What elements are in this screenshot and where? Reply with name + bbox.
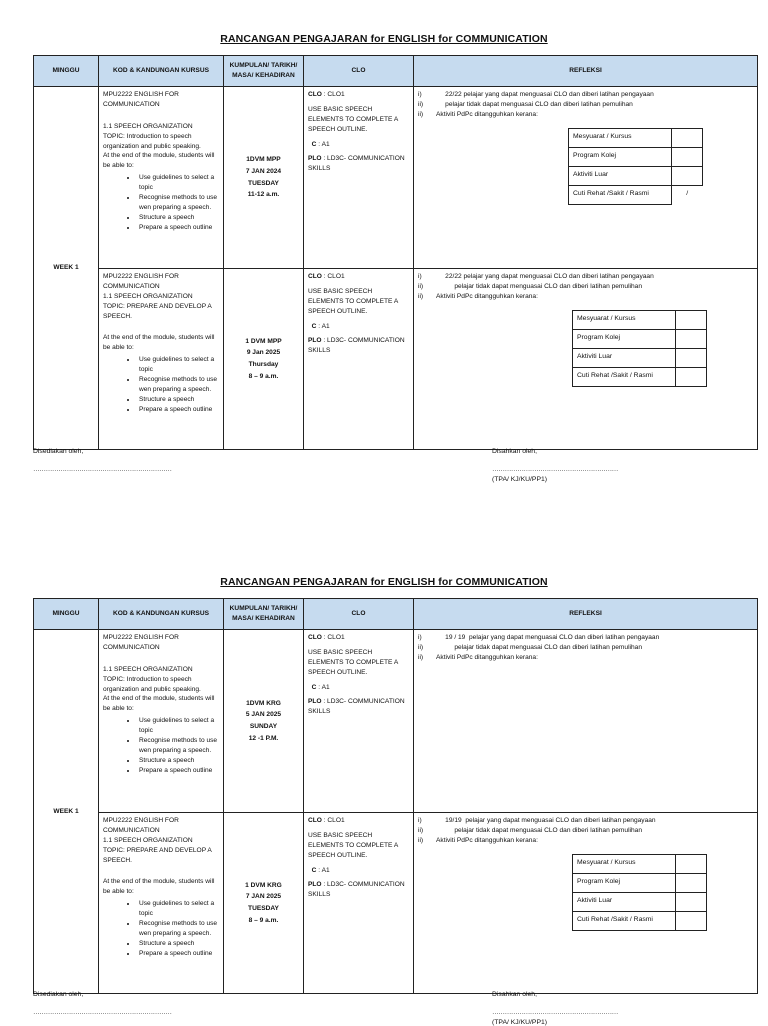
reflection-number: ii) bbox=[418, 110, 424, 118]
postponement-reasons-table bbox=[568, 128, 703, 205]
reason-label: Program Kolej bbox=[573, 873, 676, 892]
reflection-text: 22/22 pelajar yang dapat menguasai CLO dan diberi latihan pengayaan bbox=[436, 91, 654, 98]
reason-checkbox[interactable] bbox=[676, 348, 707, 367]
c-value: : A1 bbox=[316, 322, 330, 330]
clo-cell bbox=[304, 630, 414, 813]
header-minggu: MINGGU bbox=[34, 56, 99, 87]
reason-label: Aktiviti Luar bbox=[573, 892, 676, 911]
course-content-cell bbox=[99, 87, 224, 269]
reflection-cell bbox=[414, 269, 758, 450]
reason-label: Cuti Rehat /Sakit / Rasmi bbox=[573, 911, 676, 930]
reflection-number: ii) bbox=[418, 836, 424, 844]
clo-cell bbox=[304, 269, 414, 450]
course-content-cell bbox=[99, 813, 224, 994]
reflection-cell bbox=[414, 813, 758, 994]
reflection-text: Aktiviti PdPc ditangguhkan kerana: bbox=[436, 653, 538, 661]
class-time: 8 – 9 a.m. bbox=[248, 372, 279, 380]
reflection-number: ii) bbox=[418, 653, 424, 661]
section-title: 1.1 SPEECH ORGANIZATION bbox=[103, 665, 193, 673]
objectives-list bbox=[103, 899, 219, 958]
plo-value: : LD3C- COMMUNICATION SKILLS bbox=[308, 155, 405, 173]
section-title: 1.1 SPEECH ORGANIZATION bbox=[103, 122, 193, 130]
plo-value: : LD3C- COMMUNICATION SKILLS bbox=[308, 698, 405, 716]
reason-label: Cuti Rehat /Sakit / Rasmi bbox=[573, 367, 676, 386]
table-header-row bbox=[34, 56, 758, 87]
table-row bbox=[573, 892, 707, 911]
reflection-number: i) bbox=[418, 273, 422, 280]
clo-label: CLO bbox=[308, 273, 322, 280]
topic-text: TOPIC: Introduction to speech organization and public speaking. bbox=[103, 675, 201, 693]
list-item: • Prepare a speech outline bbox=[137, 405, 219, 415]
reflection-text: Aktiviti PdPc ditangguhkan kerana: bbox=[436, 110, 538, 118]
objectives-intro: At the end of the module, students will be able to: bbox=[103, 152, 215, 170]
objectives-list bbox=[103, 355, 219, 414]
lesson-plan-table bbox=[33, 55, 758, 450]
reflection-text: pelajar tidak dapat menguasai CLO dan diberi latihan pemulihan bbox=[436, 643, 642, 651]
reflection-line bbox=[418, 653, 753, 663]
reason-label: Program Kolej bbox=[573, 329, 676, 348]
approved-signature-line: …………………………………………………… bbox=[492, 466, 618, 473]
clo-description: USE BASIC SPEECH ELEMENTS TO COMPLETE A SPEECH OUTLINE. bbox=[308, 287, 398, 315]
reason-label: Mesyuarat / Kursus bbox=[569, 128, 672, 147]
class-date: 7 JAN 2025 bbox=[245, 893, 282, 901]
class-date: 9 Jan 2025 bbox=[246, 349, 281, 357]
reason-checkbox[interactable] bbox=[676, 873, 707, 892]
prepared-by-label: Disediakan oleh, bbox=[33, 991, 84, 998]
list-item: • Use guidelines to select a topic bbox=[137, 899, 219, 919]
reason-checkbox[interactable] bbox=[676, 892, 707, 911]
reflection-line bbox=[418, 272, 753, 282]
lesson-plan-table bbox=[33, 598, 758, 994]
approver-title: (TPA/ KJ/KU/PP1) bbox=[492, 476, 548, 483]
plo-label: PLO bbox=[308, 337, 322, 345]
approved-by-label: Disahkan oleh, bbox=[492, 448, 537, 455]
reason-label: Mesyuarat / Kursus bbox=[573, 854, 676, 873]
table-row bbox=[34, 269, 758, 450]
clo-cell bbox=[304, 87, 414, 269]
c-value: : A1 bbox=[316, 140, 330, 148]
class-day: TUESDAY bbox=[248, 905, 279, 912]
objectives-intro: At the end of the module, students will be able to: bbox=[103, 695, 215, 713]
plo-value: : LD3C- COMMUNICATION SKILLS bbox=[308, 337, 405, 355]
table-row bbox=[573, 310, 707, 329]
clo-description: USE BASIC SPEECH ELEMENTS TO COMPLETE A SPEECH OUTLINE. bbox=[308, 648, 398, 676]
reflection-text: Aktiviti PdPc ditangguhkan kerana: bbox=[436, 836, 538, 844]
table-row bbox=[573, 329, 707, 348]
section-title: 1.1 SPEECH ORGANIZATION bbox=[103, 836, 193, 844]
reflection-number: ii) bbox=[418, 826, 424, 834]
header-kod-kandungan: KOD & KANDUNGAN KURSUS bbox=[99, 599, 224, 630]
table-row bbox=[569, 128, 703, 147]
header-kumpulan: KUMPULAN/ TARIKH/ MASA/ KEHADIRAN bbox=[224, 56, 304, 87]
clo-label: CLO bbox=[308, 817, 322, 824]
course-content-cell bbox=[99, 630, 224, 813]
clo-description: USE BASIC SPEECH ELEMENTS TO COMPLETE A SPEECH OUTLINE. bbox=[308, 831, 398, 859]
clo-value: : CLO1 bbox=[321, 634, 345, 641]
list-item: • Structure a speech bbox=[137, 756, 219, 766]
reflection-number: i) bbox=[418, 634, 422, 641]
c-label: C bbox=[311, 140, 317, 148]
page-title: RANCANGAN PENGAJARAN for ENGLISH for COMMUNICATION bbox=[220, 576, 548, 588]
header-minggu: MINGGU bbox=[34, 599, 99, 630]
group-date-cell bbox=[224, 813, 304, 994]
table-row bbox=[573, 348, 707, 367]
reflection-number: i) bbox=[418, 817, 422, 824]
class-day: TUESDAY bbox=[248, 179, 279, 187]
class-date: 7 JAN 2024 bbox=[245, 167, 282, 175]
postponement-reasons-table bbox=[572, 310, 707, 387]
table-row bbox=[569, 185, 703, 204]
reason-checkbox[interactable] bbox=[676, 367, 707, 386]
clo-value: : CLO1 bbox=[321, 273, 345, 280]
reason-checkbox[interactable]: / bbox=[686, 189, 689, 197]
clo-label: CLO bbox=[308, 91, 322, 98]
header-clo: CLO bbox=[304, 56, 414, 87]
prepared-by-label: Disediakan oleh, bbox=[33, 448, 84, 455]
reflection-number: ii) bbox=[418, 643, 424, 651]
week-cell: WEEK 1 bbox=[34, 87, 99, 450]
reason-checkbox[interactable] bbox=[672, 166, 703, 185]
list-item: • Recognise methods to use wen preparing a speech. bbox=[137, 193, 219, 213]
c-value: : A1 bbox=[316, 866, 330, 874]
section-title: 1.1 SPEECH ORGANIZATION bbox=[103, 292, 193, 300]
reflection-line bbox=[418, 292, 753, 302]
group-date-cell bbox=[224, 630, 304, 813]
reflection-text: 19 / 19 pelajar yang dapat menguasai CLO dan diberi latihan pengayaan bbox=[436, 634, 660, 641]
clo-value: : CLO1 bbox=[321, 91, 345, 98]
reflection-text: Aktiviti PdPc ditangguhkan kerana: bbox=[436, 292, 538, 300]
clo-cell bbox=[304, 813, 414, 994]
clo-description: USE BASIC SPEECH ELEMENTS TO COMPLETE A SPEECH OUTLINE. bbox=[308, 105, 398, 133]
reason-label: Program Kolej bbox=[569, 147, 672, 166]
course-code: MPU2222 ENGLISH FOR COMMUNICATION bbox=[103, 273, 179, 290]
reason-checkbox[interactable] bbox=[676, 854, 707, 873]
reflection-line bbox=[418, 90, 753, 100]
objectives-intro: At the end of the module, students will be able to: bbox=[103, 334, 215, 352]
table-header-row bbox=[34, 599, 758, 630]
c-value: : A1 bbox=[316, 683, 330, 691]
reflection-line bbox=[418, 816, 753, 826]
approver-title: (TPA/ KJ/KU/PP1) bbox=[492, 1019, 548, 1026]
reflection-text: pelajar tidak dapat menguasai CLO dan diberi latihan pemulihan bbox=[436, 282, 642, 290]
reflection-line bbox=[418, 100, 753, 110]
class-day: SUNDAY bbox=[249, 723, 278, 730]
table-row bbox=[569, 166, 703, 185]
page-title: RANCANGAN PENGAJARAN for ENGLISH for COMMUNICATION bbox=[220, 33, 548, 45]
reflection-number: ii) bbox=[418, 100, 424, 108]
reflection-text: 19/19 pelajar yang dapat menguasai CLO dan diberi latihan pengayaan bbox=[436, 817, 656, 824]
reflection-line bbox=[418, 633, 753, 643]
header-kod-kandungan: KOD & KANDUNGAN KURSUS bbox=[99, 56, 224, 87]
group-name: 1 DVM MPP bbox=[245, 337, 282, 345]
reflection-cell bbox=[414, 630, 758, 813]
prepared-signature-line: ………………………………………………………… bbox=[33, 466, 172, 473]
table-row bbox=[573, 911, 707, 930]
reflection-text: pelajar tidak dapat menguasai CLO dan diberi latihan pemulihan bbox=[436, 100, 633, 108]
reflection-line bbox=[418, 282, 753, 292]
reflection-cell bbox=[414, 87, 758, 269]
c-label: C bbox=[311, 683, 317, 691]
reflection-text: 22/22 pelajar yang dapat menguasai CLO dan diberi latihan pengayaan bbox=[436, 273, 654, 280]
plo-label: PLO bbox=[308, 155, 322, 163]
reason-label: Cuti Rehat /Sakit / Rasmi bbox=[569, 185, 672, 204]
table-row bbox=[573, 367, 707, 386]
header-kumpulan: KUMPULAN/ TARIKH/ MASA/ KEHADIRAN bbox=[224, 599, 304, 630]
header-refleksi: REFLEKSI bbox=[414, 599, 758, 630]
approved-signature-line: …………………………………………………… bbox=[492, 1009, 618, 1016]
table-row bbox=[34, 813, 758, 994]
clo-value: : CLO1 bbox=[321, 817, 345, 824]
reflection-line bbox=[418, 826, 753, 836]
class-date: 5 JAN 2025 bbox=[245, 711, 282, 719]
group-name: 1 DVM KRG bbox=[245, 881, 282, 889]
c-label: C bbox=[311, 322, 317, 330]
topic-text: TOPIC: Introduction to speech organization and public speaking. bbox=[103, 132, 201, 150]
topic-text: TOPIC: PREPARE AND DEVELOP A SPEECH. bbox=[103, 846, 212, 864]
reflection-text: pelajar tidak dapat menguasai CLO dan diberi latihan pemulihan bbox=[436, 826, 642, 834]
group-name: 1DVM MPP bbox=[246, 156, 281, 164]
header-clo: CLO bbox=[304, 599, 414, 630]
reason-label: Mesyuarat / Kursus bbox=[573, 310, 676, 329]
class-day: Thursday bbox=[248, 361, 279, 368]
reason-checkbox[interactable] bbox=[676, 329, 707, 348]
class-time: 11-12 a.m. bbox=[247, 191, 280, 199]
reason-checkbox[interactable] bbox=[676, 310, 707, 329]
course-code: MPU2222 ENGLISH FOR COMMUNICATION bbox=[103, 817, 179, 834]
list-item: • Recognise methods to use wen preparing a speech. bbox=[137, 375, 219, 395]
table-row bbox=[569, 147, 703, 166]
reflection-number: i) bbox=[418, 91, 422, 98]
list-item: • Recognise methods to use wen preparing a speech. bbox=[137, 919, 219, 939]
group-date-cell bbox=[224, 87, 304, 269]
objectives-list bbox=[103, 173, 219, 232]
course-code: MPU2222 ENGLISH FOR COMMUNICATION bbox=[103, 634, 179, 651]
list-item: • Structure a speech bbox=[137, 395, 219, 405]
clo-label: CLO bbox=[308, 634, 322, 641]
reason-checkbox[interactable] bbox=[672, 128, 703, 147]
reflection-line bbox=[418, 836, 753, 846]
table-row bbox=[34, 630, 758, 813]
plo-value: : LD3C- COMMUNICATION SKILLS bbox=[308, 881, 405, 899]
list-item: • Structure a speech bbox=[137, 213, 219, 223]
reason-checkbox[interactable] bbox=[676, 911, 707, 930]
class-time: 12 -1 P.M. bbox=[248, 734, 279, 742]
reason-label: Aktiviti Luar bbox=[573, 348, 676, 367]
reflection-line bbox=[418, 110, 753, 120]
header-refleksi: REFLEKSI bbox=[414, 56, 758, 87]
list-item: • Prepare a speech outline bbox=[137, 949, 219, 959]
reason-label: Aktiviti Luar bbox=[569, 166, 672, 185]
plo-label: PLO bbox=[308, 698, 322, 706]
group-date-cell bbox=[224, 269, 304, 450]
week-cell: WEEK 1 bbox=[34, 630, 99, 994]
prepared-signature-line: ………………………………………………………… bbox=[33, 1009, 172, 1016]
approved-by-label: Disahkan oleh, bbox=[492, 991, 537, 998]
list-item: • Structure a speech bbox=[137, 939, 219, 949]
list-item: • Prepare a speech outline bbox=[137, 223, 219, 233]
list-item: • Prepare a speech outline bbox=[137, 766, 219, 776]
list-item: • Use guidelines to select a topic bbox=[137, 355, 219, 375]
course-content-cell bbox=[99, 269, 224, 450]
table-row bbox=[573, 873, 707, 892]
table-row bbox=[573, 854, 707, 873]
objectives-list bbox=[103, 716, 219, 775]
c-label: C bbox=[311, 866, 317, 874]
plo-label: PLO bbox=[308, 881, 322, 889]
class-time: 8 – 9 a.m. bbox=[248, 916, 279, 924]
objectives-intro: At the end of the module, students will be able to: bbox=[103, 878, 215, 896]
topic-text: TOPIC: PREPARE AND DEVELOP A SPEECH. bbox=[103, 302, 212, 320]
group-name: 1DVM KRG bbox=[246, 699, 281, 707]
reflection-number: ii) bbox=[418, 292, 424, 300]
reflection-line bbox=[418, 643, 753, 653]
list-item: • Use guidelines to select a topic bbox=[137, 173, 219, 193]
list-item: • Recognise methods to use wen preparing a speech. bbox=[137, 736, 219, 756]
reason-checkbox[interactable] bbox=[672, 147, 703, 166]
course-code: MPU2222 ENGLISH FOR COMMUNICATION bbox=[103, 91, 179, 108]
reflection-number: ii) bbox=[418, 282, 424, 290]
list-item: • Use guidelines to select a topic bbox=[137, 716, 219, 736]
postponement-reasons-table bbox=[572, 854, 707, 931]
table-row bbox=[34, 87, 758, 269]
